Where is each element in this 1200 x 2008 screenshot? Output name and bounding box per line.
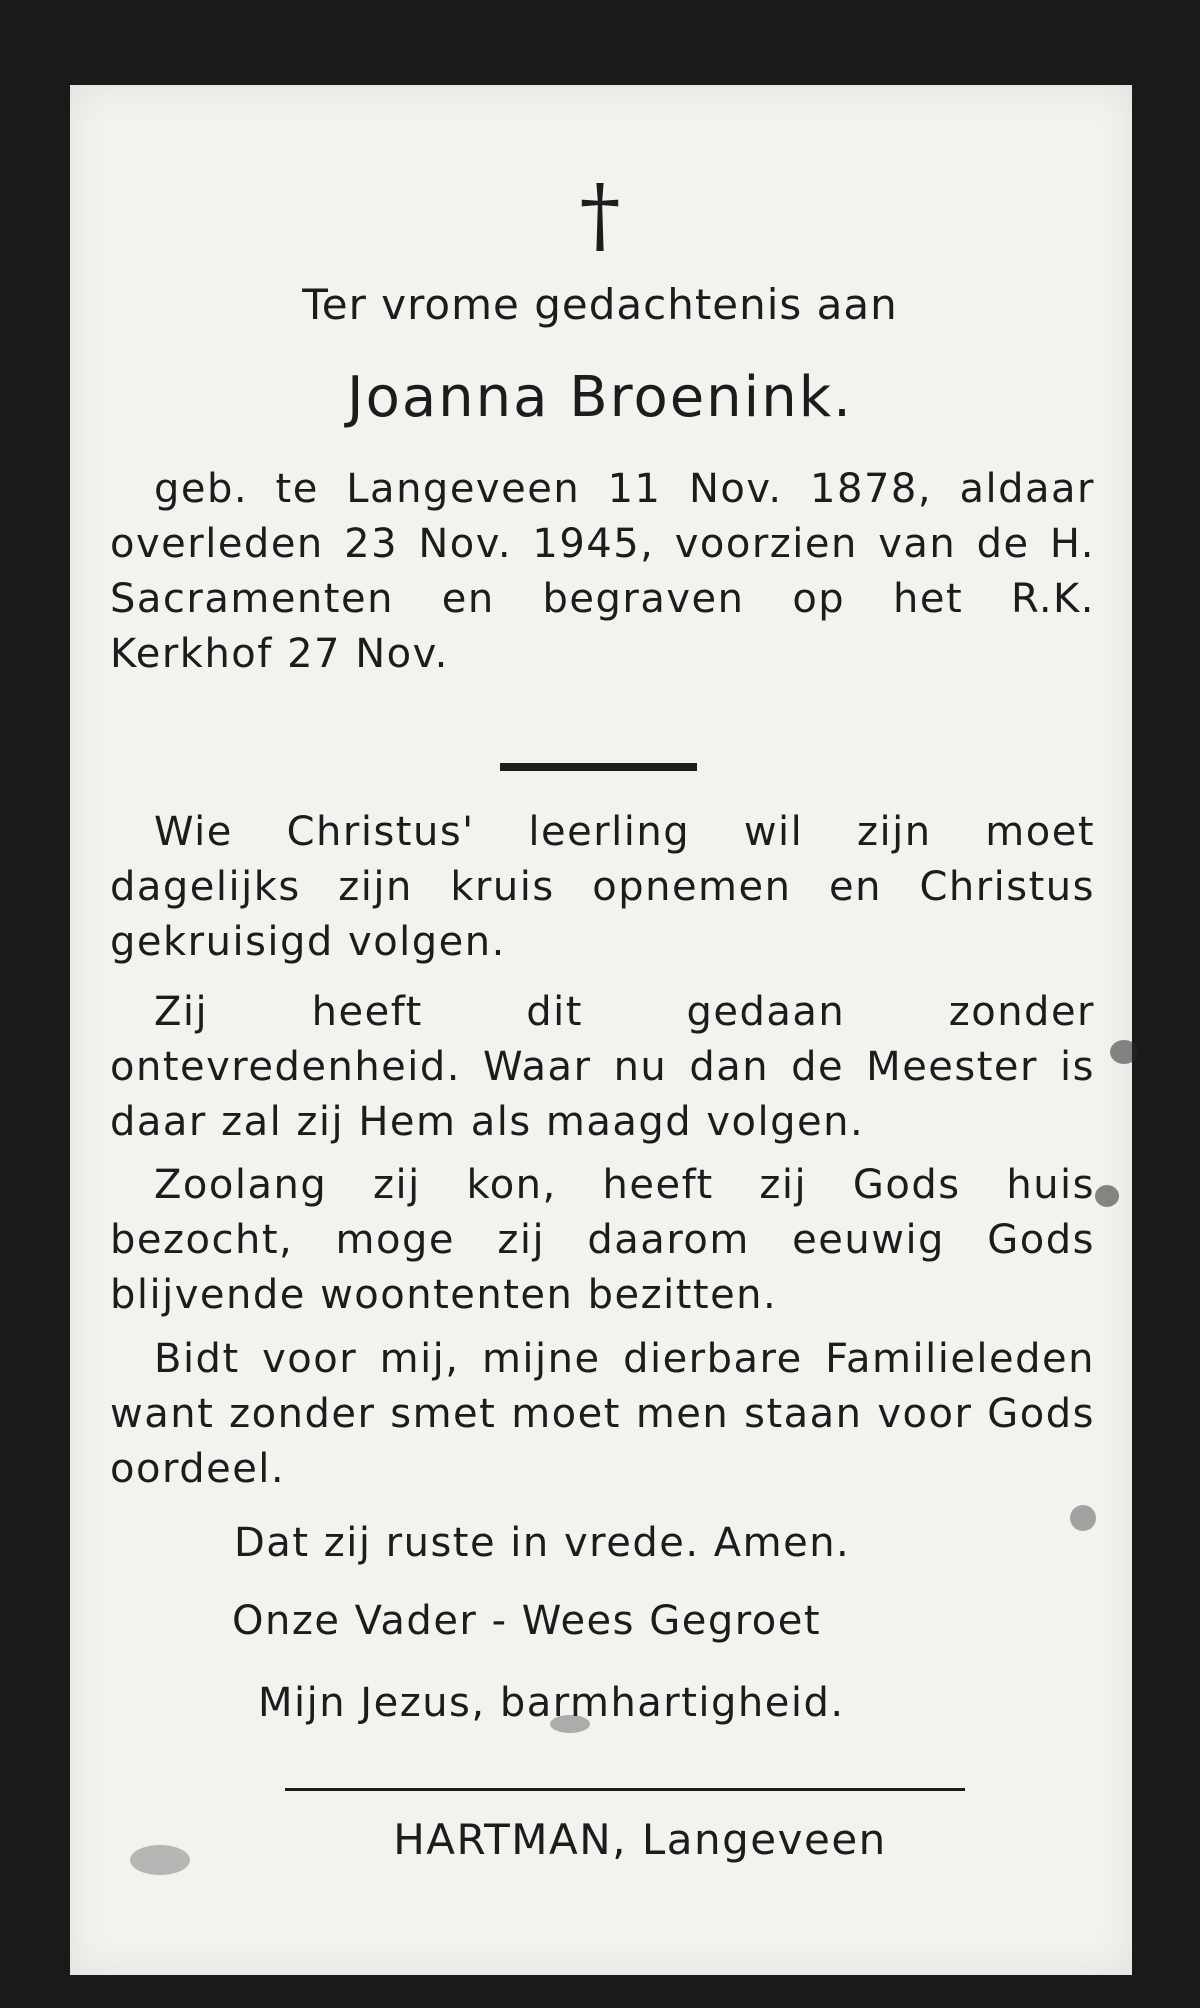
verse-text: Zij heeft dit gedaan zonder ontevredenheid. Waar nu dan de Meester is daar zal zij Hem als maagd volgen. [110, 989, 1095, 1145]
verse-paragraph [110, 805, 1095, 970]
memorial-heading: Ter vrome gedachtenis aan [302, 280, 898, 329]
closing-prayer: Mijn Jezus, barmhartigheid. [258, 1680, 845, 1726]
verse-paragraph [110, 1332, 1095, 1497]
deceased-name: Joanna Broenink. [347, 365, 853, 430]
birth-death-details [110, 462, 1095, 682]
closing-prayer: Dat zij ruste in vrede. Amen. [234, 1520, 851, 1566]
closing-prayer: Onze Vader - Wees Gegroet [232, 1598, 822, 1644]
verse-text: Zoolang zij kon, heeft zij Gods huis bezocht, moge zij daarom eeuwig Gods blijvende woontenten bezitten. [110, 1162, 1095, 1318]
printer-credit: HARTMAN, Langeveen [393, 1815, 887, 1864]
verse-text: Bidt voor mij, mijne dierbare Familieleden want zonder smet moet men staan voor Gods oordeel. [110, 1336, 1095, 1492]
divider [500, 763, 697, 771]
ink-speck [1110, 1040, 1138, 1064]
verse-paragraph [110, 985, 1095, 1150]
birth-death-text: geb. te Langeveen 11 Nov. 1878, aldaar overleden 23 Nov. 1945, voorzien van de H. Sacramenten en begraven op het R.K. Kerkhof 27 Nov. [110, 466, 1095, 677]
cross-icon: † [579, 168, 621, 263]
verse-paragraph [110, 1158, 1095, 1323]
footer-divider [285, 1788, 965, 1791]
verse-text: Wie Christus' leerling wil zijn moet dagelijks zijn kruis opnemen en Christus gekruisigd volgen. [110, 809, 1095, 965]
ink-speck [1095, 1185, 1119, 1207]
